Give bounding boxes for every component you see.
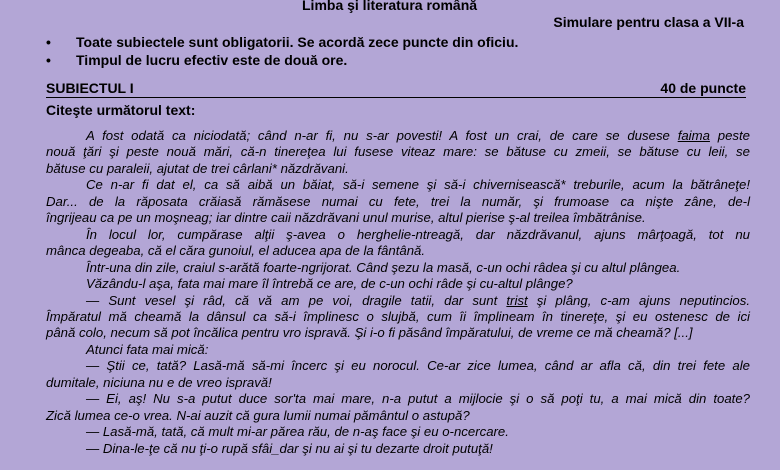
instruction-item [46,34,518,50]
text-line: — Sunt vesel şi râd, că vă am pe voi, dragile tatii, dar sunt trist şi plâng, c-am ajuns neputincios. [86,292,750,308]
instruction-item [46,52,347,68]
underlined-word: trist [506,292,528,308]
instruction-text: Toate subiectele sunt obligatorii. Se acordă zece puncte din oficiu. [76,34,519,50]
text-line: nouă ţări şi peste nouă mări, că-n tinereţea lui fusese viteaz mare: se bătuse cu zmeii, se bătuse cu leii, se [46,144,750,160]
text-line: Ce n-ar fi dat el, ca să aibă un băiat, să-i semene şi să-i chivernisească* treburile, acum la bătrâneţe! [86,177,750,193]
subject-points: 40 de puncte [660,80,746,96]
text-line: A fost odată ca niciodată; când n-ar fi, nu s-ar povesti! A fost un crai, de care se dusese faima peste [86,128,750,143]
text-line: — Lasă-mă, tată, că mult mi-ar părea rău, de n-aş face şi eu o-ncercare. [86,424,509,440]
text-line: până colo, necum să pot încălica pentru vro ispravă. Şi i-o fi păsând împăratului, de vreme ce mă cheamă? [...] [46,325,693,341]
text-line: — Dina-le-ţe că nu ţi-o rupă sfâi_dar şi nu ai şi tu dezarte droit putuţă! [86,440,493,456]
text-line: îngrijeau ca pe un moşneag; iar dintre caii năzdrăvani unul murise, altul pierise ş-al treilea îmbătrânise. [46,210,646,226]
instruction-text: Timpul de lucru efectiv este de două ore. [76,52,348,68]
reading-instruction: Citeşte următorul text: [46,102,196,118]
document-title: Limba şi literatura română [302,0,478,13]
text-line: — Ştii ce, tată? Lasă-mă să-mi încerc şi eu norocul. Ce-ar zice lumea, când ar afla că, din trei fete ale [86,358,750,374]
text-line: Atunci fata mai mică: [86,341,209,357]
document-subtitle: Simulare pentru clasa a VII-a [553,14,744,30]
text-line: Zică lumea ce-o vrea. N-ai auzit că gura lumii numai pământul o astupă? [46,407,470,423]
bullet-icon: • [46,34,51,50]
story-text [46,128,750,457]
text-line: mânca degeaba, că el căra gunoiul, el aducea apa de la fântână. [46,243,426,259]
text-line: Văzându-l aşa, fata mai mare îl întrebă ce are, de c-un ochi râde şi cu-altul plânge? [86,276,573,292]
text-line: Într-una din zile, craiul s-arătă foarte-ngrijorat. Când şezu la masă, c-un ochi râdea şi cu altul plângea. [86,259,681,275]
subject-label: SUBIECTUL I [46,80,134,96]
text-line: În locul lor, cumpărase alţii ş-avea o herghelie-ntreagă, dar năzdrăvanul, ajuns mârţoagă, tot nu [86,226,750,242]
text-line: dumitale, niciuna nu e de vreo ispravă! [46,374,272,390]
underlined-word: faima [677,128,710,143]
text-line: Dar... de la răposata crăiasă rămăsese numai cu fete, trei la număr, şi frumoase ca nişte zâne, de-l [46,193,750,209]
text-line: Împăratul mă cheamă la dânsul ca să-i împlinesc o slujbă, cum îi împlineam în tinereţe, şi eu ostenesc de ici [46,308,750,324]
bullet-icon: • [46,52,51,68]
subject-header [46,80,746,98]
text-line: — Ei, aş! Nu s-a putut duce sor'ta mai mare, n-a putut a mijlocie şi o să poţi tu, a mai mică din toate? [86,391,750,407]
text-line: bătuse cu paraleii, ajutat de trei cârlani* năzdrăvani. [46,160,349,176]
